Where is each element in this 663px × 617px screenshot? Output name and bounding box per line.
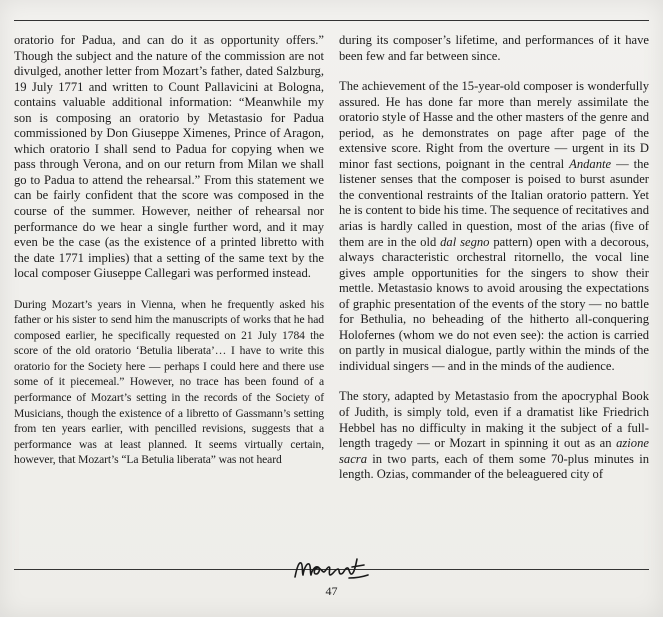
page-number: 47 (325, 584, 338, 598)
azione-sacra-term: azione sacra (339, 436, 649, 466)
left-column (14, 33, 324, 483)
right-paragraph-2-text-b: — the listener senses that the composer is poised to burst asunder the conventional restraints of the Italian oratorio pattern. Yet he is content to bide his time. The sequence of recitatives and arias is hardly called in question, most of the arias (five of them are in the old (339, 156, 649, 249)
left-paragraph-2: During Mozart’s years in Vienna, when he frequently asked his father or his sister to send him the manuscripts of works that he had composed earlier, he specifically requested on 21 July 1784 the score of the old oratorio ‘Betulia liberata’… I have to write this oratorio for the Society here — perhaps I could here and there use some of it piecemeal.” However, no trace has been found of a performance of Mozart’s setting in the records of the Society of Musicians, though the existence of a libretto of Gassmann’s setting from ten years earlier, with pencilled revisions, suggests that a performance was at least planned. It seems virtually certain, however, that Mozart’s “La Betulia liberata” was not heard (14, 297, 324, 467)
right-column (339, 33, 649, 498)
andante-term: Andante (569, 156, 612, 171)
right-paragraph-2-text-a: The achievement of the 15-year-old composer is wonderfully assured. He has done far more than merely assimilate the oratorio style of Hasse and the other masters of the genre and period, as he demonstrates on page after page of the extensive score. Right from the overture — urgent in its D minor fast sections, poignant in the central (339, 79, 649, 171)
right-paragraph-3-text-a: The story, adapted by Metastasio from the apocryphal Book of Judith, is simply told, even if a dramatist like Friedrich Hebbel has no difficulty in making it the subject of a full-length tragedy — or Mozart in spinning it out as an (339, 389, 649, 451)
dal-segno-term: dal segno (440, 234, 490, 249)
mozart-signature-logo (292, 555, 372, 583)
left-paragraph-1: oratorio for Padua, and can do it as opportunity offers.” Though the subject and the nature of the commission are not divulged, another letter from Mozart’s father, dated Salzburg, 19 July 1771 and written to Count Pallavicini at Bologna, contains valuable additional information: “Meanwhile my son is composing an oratorio by Metastasio for Padua commissioned by Don Giuseppe Ximenes, Prince of Aragon, which oratorio I shall send to Padua for copying when we pass through Verona, and on our return from Milan we shall go to Padua to attend the rehearsal.” From this statement we can be fairly confident that the score was composed in the course of the summer. However, neither of rehearsal nor performance do we hear a single further word, and it may even be the case (as the existence of a printed libretto with the date 1771 implies) that a setting of the same text by the local composer Giuseppe Callegari was performed instead. (14, 33, 324, 281)
right-paragraph-3-text-b: in two parts, each of them some 70-plus minutes in length. Ozias, commander of the beleaguered city of (339, 451, 649, 482)
right-paragraph-2-text-c: pattern) open with a decorous, always characteristic orchestral ritornello, the vocal line gives ample opportunities for the singers to show their mettle. Metastasio knows to avoid arousing the expectations of graphic presentation of the events of the story — no battle for Bethulia, no beheading of the hitherto all-conquering Holofernes (whom we do not even see): the action is carried on partly in musical dialogue, partly within the minds of the individual singers — and in the minds of the audience. (339, 234, 649, 373)
right-paragraph-2 (339, 79, 649, 374)
right-paragraph-1: during its composer’s lifetime, and performances of it have been few and far between since. (339, 33, 649, 63)
right-paragraph-3 (339, 389, 649, 482)
top-rule (14, 20, 649, 21)
